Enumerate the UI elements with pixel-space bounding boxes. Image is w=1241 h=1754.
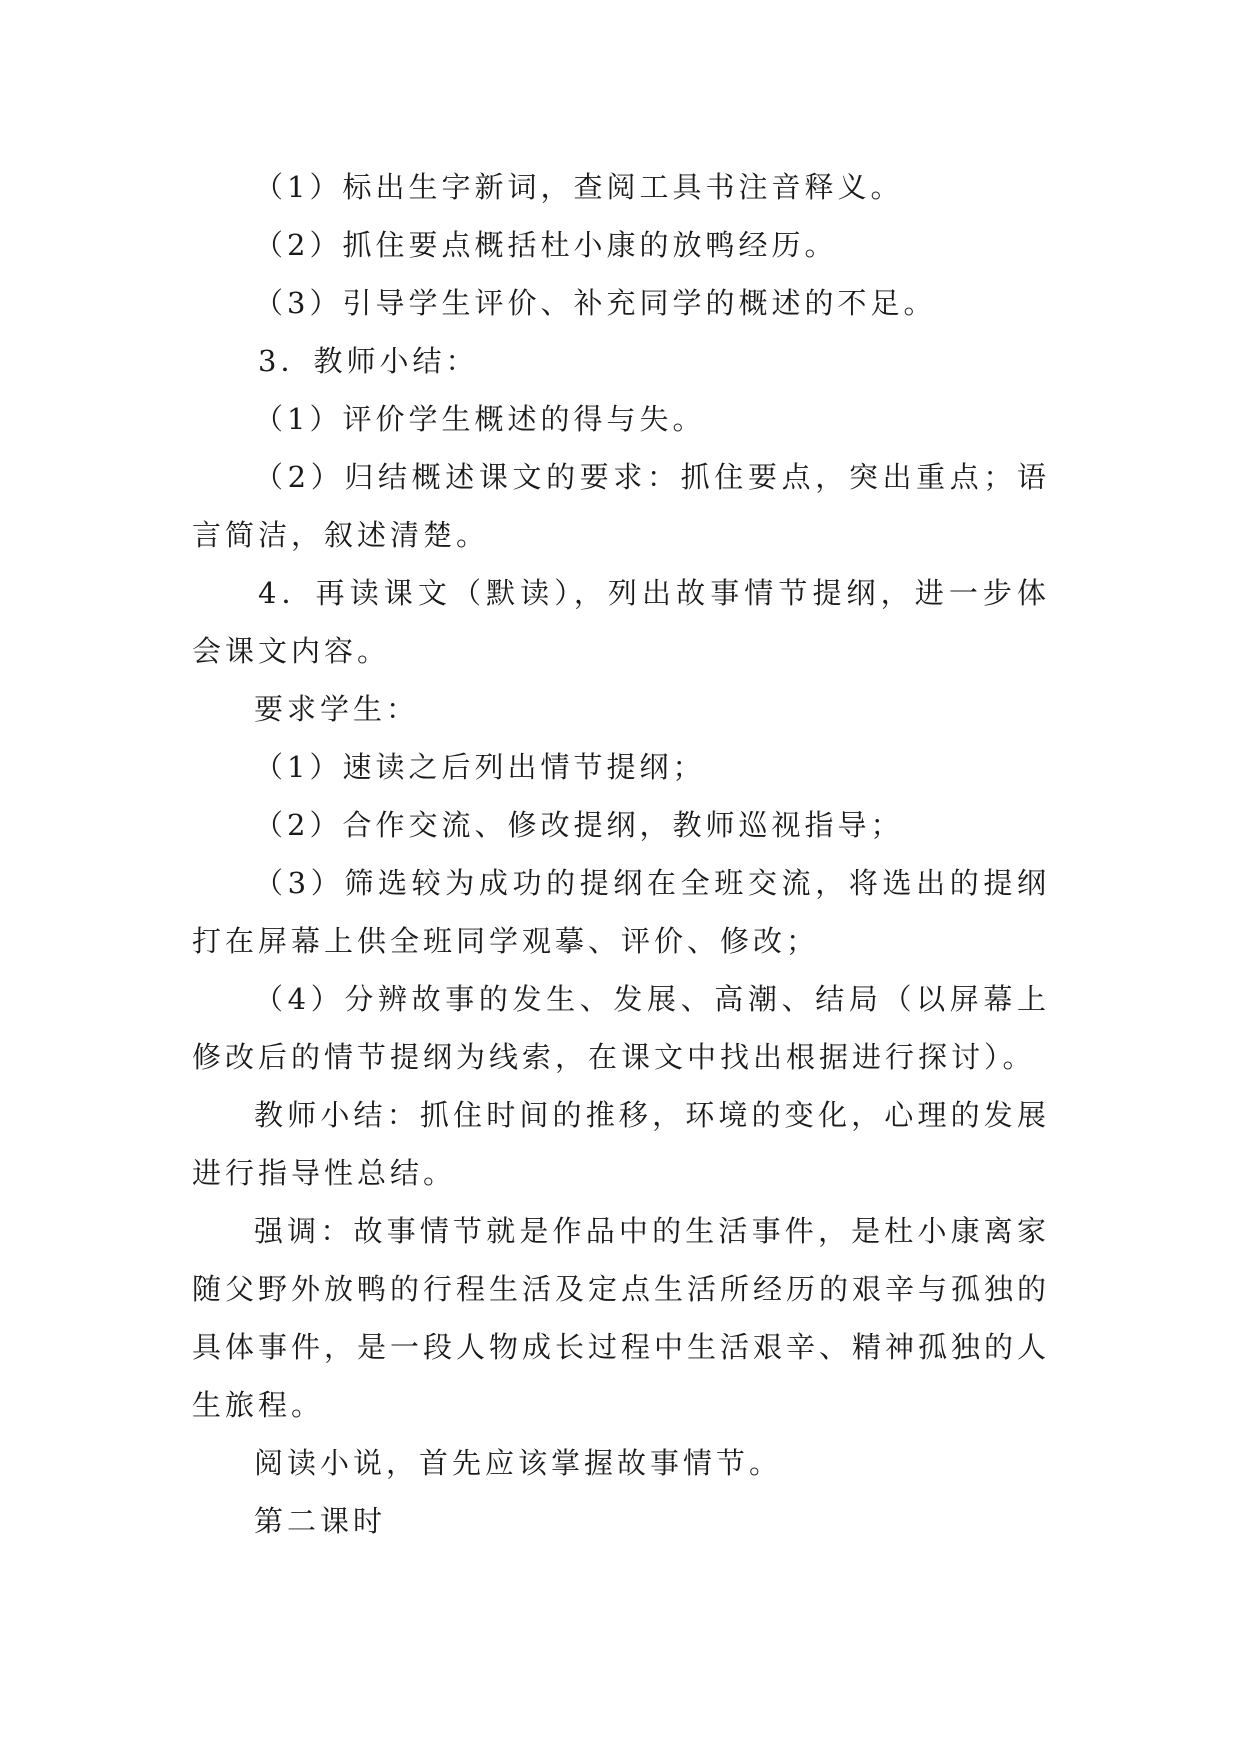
paragraph-requirement-1: （1）速读之后列出情节提纲；	[254, 750, 706, 784]
paragraph-second-lesson: 第二课时	[254, 1504, 387, 1538]
paragraph-requirements-heading: 要求学生：	[254, 692, 420, 726]
paragraph-step-2: （2）抓住要点概括杜小康的放鸭经历。	[254, 228, 838, 262]
paragraph-teacher-summary: 教师小结：抓住时间的推移，环境的变化，心理的发展进行指导性总结。	[192, 1098, 1050, 1190]
paragraph-step-1: （1）标出生字新词，查阅工具书注音释义。	[254, 170, 904, 204]
paragraph-summary-1: （1）评价学生概述的得与失。	[254, 402, 706, 436]
paragraph-reading-note: 阅读小说，首先应该掌握故事情节。	[254, 1446, 783, 1480]
paragraph-requirement-3: （3）筛选较为成功的提纲在全班交流，将选出的提纲打在屏幕上供全班同学观摹、评价、修改；	[192, 866, 1050, 958]
paragraph-summary-2: （2）归结概述课文的要求：抓住要点，突出重点；语言简洁，叙述清楚。	[192, 460, 1050, 552]
paragraph-teacher-summary-heading: 3．教师小结：	[258, 344, 479, 378]
paragraph-requirement-2: （2）合作交流、修改提纲，教师巡视指导；	[254, 808, 904, 842]
paragraph-requirement-4: （4）分辨故事的发生、发展、高潮、结局（以屏幕上修改后的情节提纲为线索，在课文中找出根据进行探讨）。	[192, 982, 1050, 1074]
paragraph-reread-heading: 4．再读课文（默读），列出故事情节提纲，进一步体会课文内容。	[192, 576, 1050, 668]
paragraph-step-3: （3）引导学生评价、补充同学的概述的不足。	[254, 286, 937, 320]
document-body	[192, 158, 1050, 1550]
paragraph-emphasis: 强调：故事情节就是作品中的生活事件，是杜小康离家随父野外放鸭的行程生活及定点生活所经历的艰辛与孤独的具体事件，是一段人物成长过程中生活艰辛、精神孤独的人生旅程。	[192, 1214, 1051, 1422]
